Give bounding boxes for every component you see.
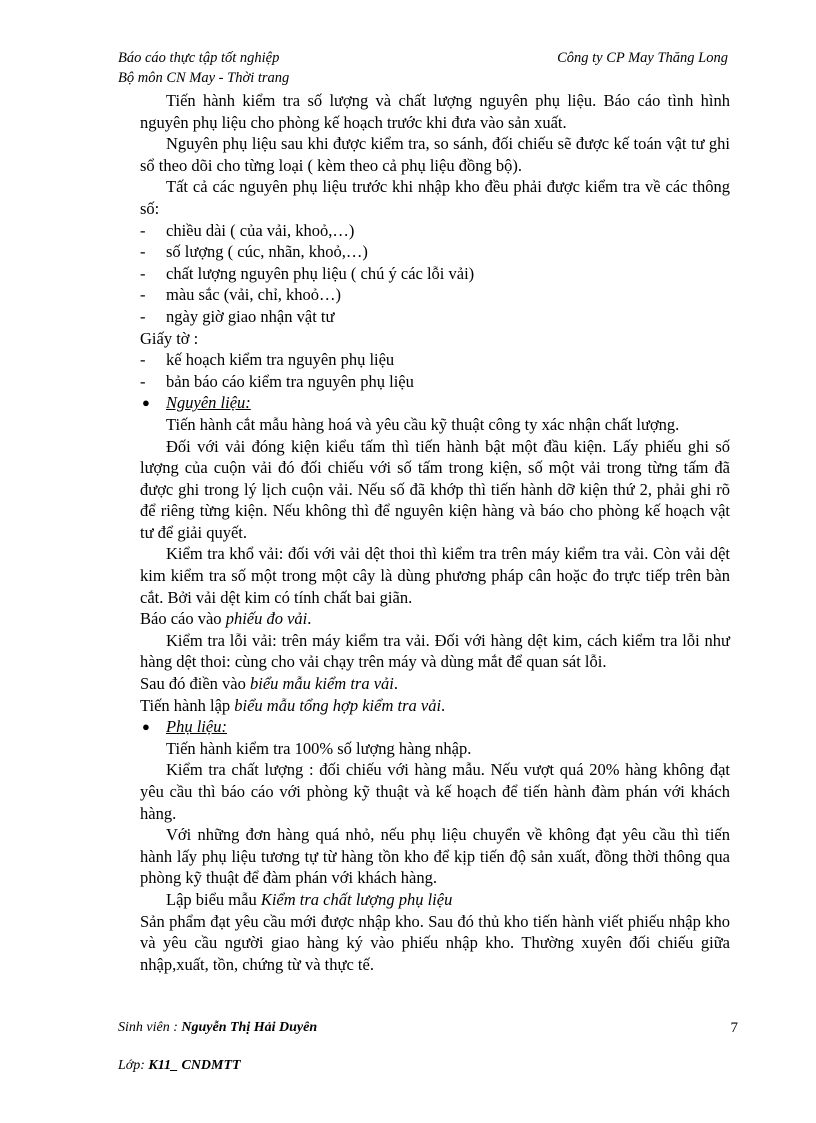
list-item: - kế hoạch kiểm tra nguyên phụ liệu: [140, 350, 395, 370]
dash-marker: -: [140, 371, 146, 391]
section-heading-materials: ● Nguyên liệu:: [142, 393, 251, 413]
paragraph: Tiến hành kiểm tra số lượng và chất lượng nguyên phụ liệu. Báo cáo tình hình nguyên phụ liệu cho phòng kế hoạch trước khi đưa vào sản xuất.: [140, 91, 730, 132]
header-department: Bộ môn CN May - Thời trang: [118, 70, 290, 86]
page-body: [140, 90, 730, 975]
paragraph: Tiến hành lập biểu mẫu tổng hợp kiểm tra vải.: [140, 695, 446, 715]
paragraph: Sau đó điền vào biểu mẫu kiểm tra vải.: [140, 674, 398, 694]
dash-marker: -: [140, 285, 146, 305]
paragraph: Lập biểu mẫu Kiểm tra chất lượng phụ liệu: [166, 889, 453, 909]
paragraph: Kiểm tra lỗi vải: trên máy kiểm tra vải. Đối với hàng dệt kim, cách kiểm tra lỗi như hàng dệt thoi: cùng cho vải chạy trên máy và dùng mắt để quan sát lỗi.: [140, 630, 730, 672]
section-heading-accessories: ● Phụ liệu:: [142, 717, 227, 737]
list-item: - số lượng ( cúc, nhãn, khoỏ,…): [140, 242, 368, 262]
page-number: 7: [730, 1020, 738, 1036]
list-item: - ngày giờ giao nhận vật tư: [140, 306, 335, 326]
paragraph: Sản phẩm đạt yêu cầu mới được nhập kho. Sau đó thủ kho tiến hành viết phiếu nhập kho và yêu cầu người giao hàng ký vào phiếu nhập kho. Thường xuyên đối chiếu giữa nhập,xuất, tồn, chứng từ và thực tế.: [140, 911, 730, 974]
dash-marker: -: [140, 306, 146, 326]
dash-marker: -: [140, 263, 146, 283]
footer-class: Lớp: K11_ CNDMTT: [118, 1058, 241, 1073]
paragraph: Báo cáo vào phiếu đo vải.: [140, 609, 312, 629]
paragraph: Kiểm tra khổ vải: đối với vải dệt thoi thì kiểm tra trên máy kiểm tra vải. Còn vải dệt kim kiểm tra số một trong một cây là dùng phương pháp cân hoặc đo trực tiếp trên bàn cắt. Bởi vải dệt kim có tính chất bai giãn.: [140, 544, 730, 607]
header-report-title: Báo cáo thực tập tốt nghiệp: [118, 50, 280, 66]
list-item: - màu sắc (vải, chỉ, khoỏ…): [140, 285, 342, 305]
paragraph: Nguyên phụ liệu sau khi được kiểm tra, so sánh, đối chiếu sẽ được kế toán vật tư ghi sổ theo dõi cho từng loại ( kèm theo cả phụ liệu đồng bộ).: [140, 134, 730, 175]
paragraph: Kiểm tra chất lượng : đối chiếu với hàng mẫu. Nếu vượt quá 20% hàng không đạt yêu cầu thì báo cáo với phòng kỹ thuật và kế hoạch để tiến hành đàm phán với khách hàng.: [140, 760, 730, 823]
docs-label: Giấy tờ :: [140, 328, 199, 348]
header-company: Công ty CP May Thăng Long: [557, 50, 728, 66]
paragraph: Tất cả các nguyên phụ liệu trước khi nhập kho đều phải được kiểm tra về các thông số:: [140, 177, 730, 218]
bullet-icon: ●: [142, 395, 150, 411]
dash-marker: -: [140, 220, 146, 240]
list-item: - bản báo cáo kiểm tra nguyên phụ liệu: [140, 371, 414, 391]
paragraph: Tiến hành cắt mẫu hàng hoá và yêu cầu kỹ thuật công ty xác nhận chất lượng.: [166, 414, 680, 434]
paragraph: Tiến hành kiểm tra 100% số lượng hàng nhập.: [166, 738, 472, 758]
footer-student: Sinh viên : Nguyễn Thị Hải Duyên: [118, 1020, 318, 1035]
bullet-icon: ●: [142, 719, 150, 735]
list-item: - chất lượng nguyên phụ liệu ( chú ý các lỗi vải): [140, 263, 475, 283]
dash-marker: -: [140, 350, 146, 370]
dash-marker: -: [140, 242, 146, 262]
list-item: - chiều dài ( của vải, khoỏ,…): [140, 220, 355, 240]
paragraph: Đối với vải đóng kiện kiểu tấm thì tiến hành bật một đầu kiện. Lấy phiếu ghi số lượng của cuộn vải đó đối chiếu với số tấm trong kiện, số một vải trong từng tấm đã được ghi trong lý lịch cuộn vải. Nếu số đã khớp thì tiến hành dỡ kiện thứ 2, phải ghi rõ để riêng từng kiện. Nếu không thì để nguyên kiện hàng và báo cho phòng kế hoạch vật tư để giải quyết.: [140, 436, 730, 542]
paragraph: Với những đơn hàng quá nhỏ, nếu phụ liệu chuyển về không đạt yêu cầu thì tiến hành lấy phụ liệu tương tự từ hàng tồn kho để kịp tiến độ sản xuất, đồng thời thông qua phòng kỹ thuật để đàm phán với khách hàng.: [140, 825, 730, 888]
